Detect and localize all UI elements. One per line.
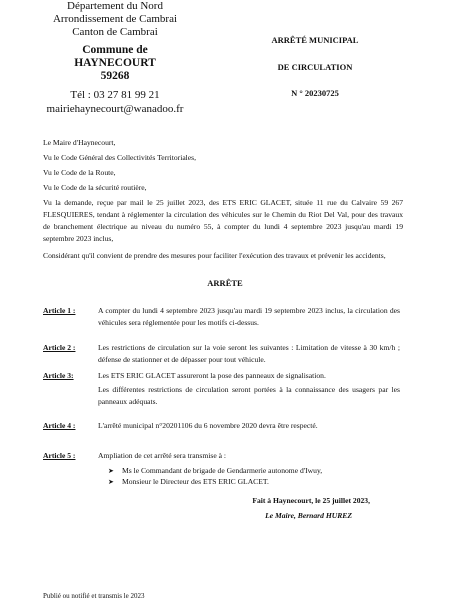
recipient-text: Ms le Commandant de brigade de Gendarmerie autonome d'Iwuy, xyxy=(122,466,323,475)
intro-vu-demande: Vu la demande, reçue par mail le 25 juillet 2023, des ETS ERIC GLACET, située 11 rue du Calvaire 59 267 FLESQUIERES, tendant à réglementer la circulation des véhicules sur le Chemin du Riot Del Val, pour des travaux de branchement électrique au niveau du numéro 55, à compter du lundi 4 septembre 2023 jusqu'au mardi 19 septembre 2023 inclus, xyxy=(43,198,403,243)
article-5-text: Ampliation de cet arrêté sera transmise à : xyxy=(98,451,226,460)
signature-place-date: Fait à Haynecourt, le 25 juillet 2023, xyxy=(252,496,370,505)
article-3-label: Article 3: xyxy=(43,371,74,380)
article-3-text-1: Les ETS ERIC GLACET assureront la pose des panneaux de signalisation. xyxy=(98,371,326,380)
article-1-text: A compter du lundi 4 septembre 2023 jusqu'au mardi 19 septembre 2023 inclus, la circulation des véhicules sera réglementée pour les motifs ci-dessus. xyxy=(98,306,400,327)
doc-title-1: ARRÊTÉ MUNICIPAL xyxy=(271,35,359,45)
email: mairiehaynecourt@wanadoo.fr xyxy=(46,103,184,115)
header-left xyxy=(30,0,200,116)
canton: Canton de Cambrai xyxy=(72,26,158,38)
article-4-text: L'arrêté municipal n°20201106 du 6 novembre 2020 devra être respecté. xyxy=(98,421,318,430)
intro-vu-securite: Vu le Code de la sécurité routière, xyxy=(43,183,147,192)
commune-name: HAYNECOURT xyxy=(74,57,156,69)
arrete-heading: ARRÊTE xyxy=(207,278,243,288)
commune-line1: Commune de xyxy=(82,44,148,56)
article-3-text-2: Les différentes restrictions de circulation seront portées à la connaissance des usagers par les panneaux adéquats. xyxy=(98,385,400,406)
intro-considerant: Considérant qu'il convient de prendre des mesures pour faciliter l'exécution des travaux et prévenir les accidents, xyxy=(43,251,386,260)
arrow-bullet-icon: ➤ xyxy=(108,478,114,486)
article-2-text: Les restrictions de circulation sur la voie seront les suivantes : Limitation de vitesse à 30 km/h ; défense de stationner et de dépasser pour tout véhicule. xyxy=(98,343,400,364)
intro-vu-cgct: Vu le Code Général des Collectivités Territoriales, xyxy=(43,153,197,162)
intro-vu-route: Vu le Code de la Route, xyxy=(43,168,116,177)
arrondissement: Arrondissement de Cambrai xyxy=(52,13,178,25)
commune-block xyxy=(30,44,200,83)
article-5-label: Article 5 : xyxy=(43,451,76,460)
article-4-label: Article 4 : xyxy=(43,421,76,430)
article-1-label: Article 1 : xyxy=(43,306,76,315)
department: Département du Nord xyxy=(67,0,163,12)
contact-block xyxy=(30,88,200,116)
intro-maire: Le Maire d'Haynecourt, xyxy=(43,138,116,147)
telephone: Tél : 03 27 81 99 21 xyxy=(70,89,160,101)
arrow-bullet-icon: ➤ xyxy=(108,467,114,475)
recipient-item xyxy=(108,476,269,488)
footer-note: Publié ou notifié et transmis le 2023 xyxy=(43,592,145,600)
doc-title-2: DE CIRCULATION xyxy=(277,62,353,72)
signature-signer: Le Maire, Bernard HUREZ xyxy=(265,511,352,520)
recipient-text: Monsieur le Directeur des ETS ERIC GLACET. xyxy=(122,477,269,486)
doc-number: N ° 20230725 xyxy=(291,88,339,98)
article-2-label: Article 2 : xyxy=(43,343,76,352)
commune-postcode: 59268 xyxy=(100,70,130,82)
